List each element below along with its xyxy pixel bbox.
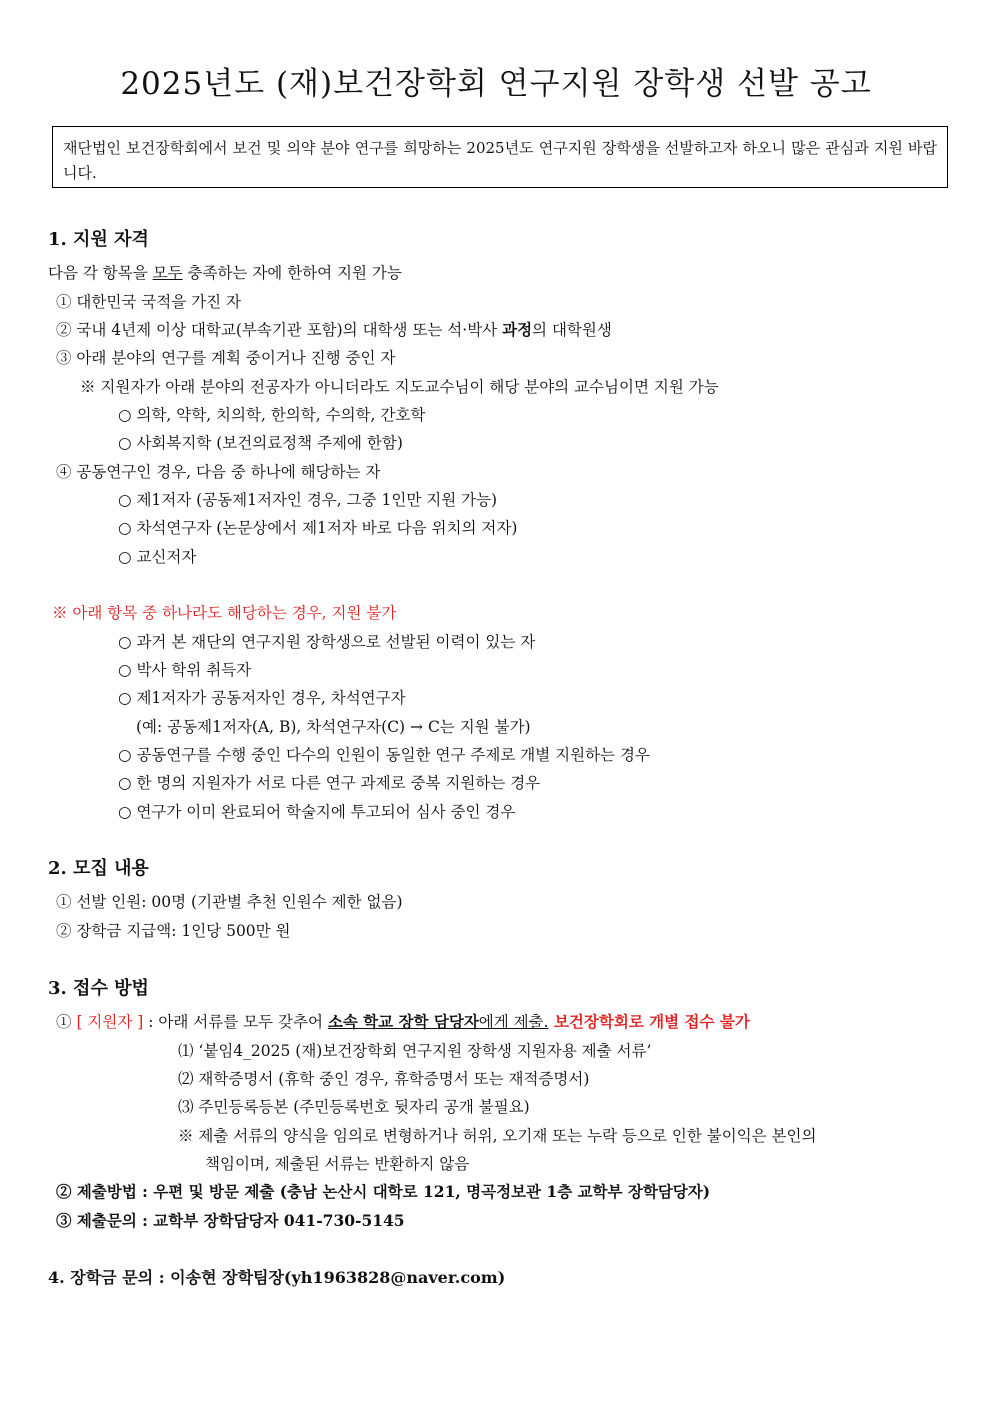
s3-item-1-red: 보건장학회로 개별 접수 불가 <box>548 1012 750 1031</box>
s1-warning-item-3: ○ 제1저자가 공동저자인 경우, 차석연구자 <box>118 689 406 707</box>
intro-box: 재단법인 보건장학회에서 보건 및 의약 분야 연구를 희망하는 2025년도 연구지원 장학생을 선발하고자 하오니 많은 관심과 지원 바랍니다. <box>52 126 948 188</box>
s1-item-3-sub-a: ○ 의학, 약학, 치의학, 한의학, 수의학, 간호학 <box>118 406 426 424</box>
section-2-heading: 2. 모집 내용 <box>48 858 149 879</box>
s1-warning-item-1: ○ 과거 본 재단의 연구지원 장학생으로 선발된 이력이 있는 자 <box>118 633 536 651</box>
s1-item-3: ③ 아래 분야의 연구를 계획 중이거나 진행 중인 자 <box>56 349 396 367</box>
s3-item-3: ③ 제출문의 : 교학부 장학담당자 041-730-5145 <box>56 1211 405 1230</box>
s3-doc-1: ⑴ ‘붙임4_2025 (재)보건장학회 연구지원 장학생 지원자용 제출 서류’ <box>178 1042 652 1060</box>
s3-item-1 <box>56 1012 750 1032</box>
s1-item-2-bold: 과정 <box>502 320 533 339</box>
s3-note-line-2: 책임이며, 제출된 서류는 반환하지 않음 <box>205 1155 470 1173</box>
s1-lead-underline: 모두 <box>152 264 183 282</box>
section-3-heading: 3. 접수 방법 <box>48 978 149 999</box>
s3-item-1-underline: 소속 학교 장학 담당자 <box>327 1012 479 1031</box>
s1-item-4-sub-c: ○ 교신저자 <box>118 548 197 566</box>
s1-warning-item-3-example: (예: 공동제1저자(A, B), 차석연구자(C) → C는 지원 불가) <box>136 718 531 736</box>
s3-doc-3: ⑶ 주민등록등본 (주민등록번호 뒷자리 공개 불필요) <box>178 1098 530 1116</box>
s1-lead-pre: 다음 각 항목을 <box>48 264 153 282</box>
s1-warning-item-2: ○ 박사 학위 취득자 <box>118 661 252 679</box>
s1-item-2-post: 의 대학원생 <box>532 321 612 339</box>
s1-item-4: ④ 공동연구인 경우, 다음 중 하나에 해당하는 자 <box>56 463 381 481</box>
section-1-heading: 1. 지원 자격 <box>48 229 149 250</box>
s2-item-1: ① 선발 인원: 00명 (기관별 추천 인원수 제한 없음) <box>56 893 403 911</box>
s1-lead <box>48 263 402 283</box>
s1-item-2-pre: ② 국내 4년제 이상 대학교(부속기관 포함)의 대학생 또는 석·박사 <box>56 321 503 339</box>
s1-warning-item-6: ○ 연구가 이미 완료되어 학술지에 투고되어 심사 중인 경우 <box>118 803 516 821</box>
s1-item-1: ① 대한민국 국적을 가진 자 <box>56 293 241 311</box>
s1-warning-item-5: ○ 한 명의 지원자가 서로 다른 연구 과제로 중복 지원하는 경우 <box>118 774 541 792</box>
s3-applicant-tag: [ 지원자 ] <box>76 1013 144 1031</box>
section-4-contact: 4. 장학금 문의 : 이송현 장학팀장(yh1963828@naver.com) <box>48 1268 506 1287</box>
s2-item-2: ② 장학금 지급액: 1인당 500만 원 <box>56 922 291 940</box>
page-title: 2025년도 (재)보건장학회 연구지원 장학생 선발 공고 <box>120 66 872 102</box>
s1-warning-item-4: ○ 공동연구를 수행 중인 다수의 인원이 동일한 연구 주제로 개별 지원하는 경우 <box>118 746 650 764</box>
s1-item-3-sub-b: ○ 사회복지학 (보건의료정책 주제에 한함) <box>118 434 403 452</box>
s1-item-4-sub-b: ○ 차석연구자 (논문상에서 제1저자 바로 다음 위치의 저자) <box>118 519 518 537</box>
s3-doc-2: ⑵ 재학증명서 (휴학 중인 경우, 휴학증명서 또는 재적증명서) <box>178 1070 590 1088</box>
s3-item-1-underline-2: 에게 제출. <box>478 1013 549 1031</box>
s1-item-3-note: ※ 지원자가 아래 분야의 전공자가 아니더라도 지도교수님이 해당 분야의 교수님이면 지원 가능 <box>80 378 719 396</box>
s1-item-4-sub-a: ○ 제1저자 (공동제1저자인 경우, 그중 1인만 지원 가능) <box>118 491 498 509</box>
s3-item-1-mid: : 아래 서류를 모두 갖추어 <box>143 1013 328 1031</box>
s3-note-line-1: ※ 제출 서류의 양식을 임의로 변형하거나 허위, 오기재 또는 누락 등으로 인한 불이익은 본인의 <box>178 1127 817 1145</box>
s3-item-1-num: ① <box>56 1013 72 1031</box>
s1-item-2 <box>56 320 612 340</box>
s1-warning: ※ 아래 항목 중 하나라도 해당하는 경우, 지원 불가 <box>52 604 397 622</box>
s3-item-2: ② 제출방법 : 우편 및 방문 제출 (충남 논산시 대학로 121, 명곡정보관 1층 교학부 장학담당자) <box>56 1182 711 1201</box>
s1-lead-post: 충족하는 자에 한하여 지원 가능 <box>182 264 402 282</box>
